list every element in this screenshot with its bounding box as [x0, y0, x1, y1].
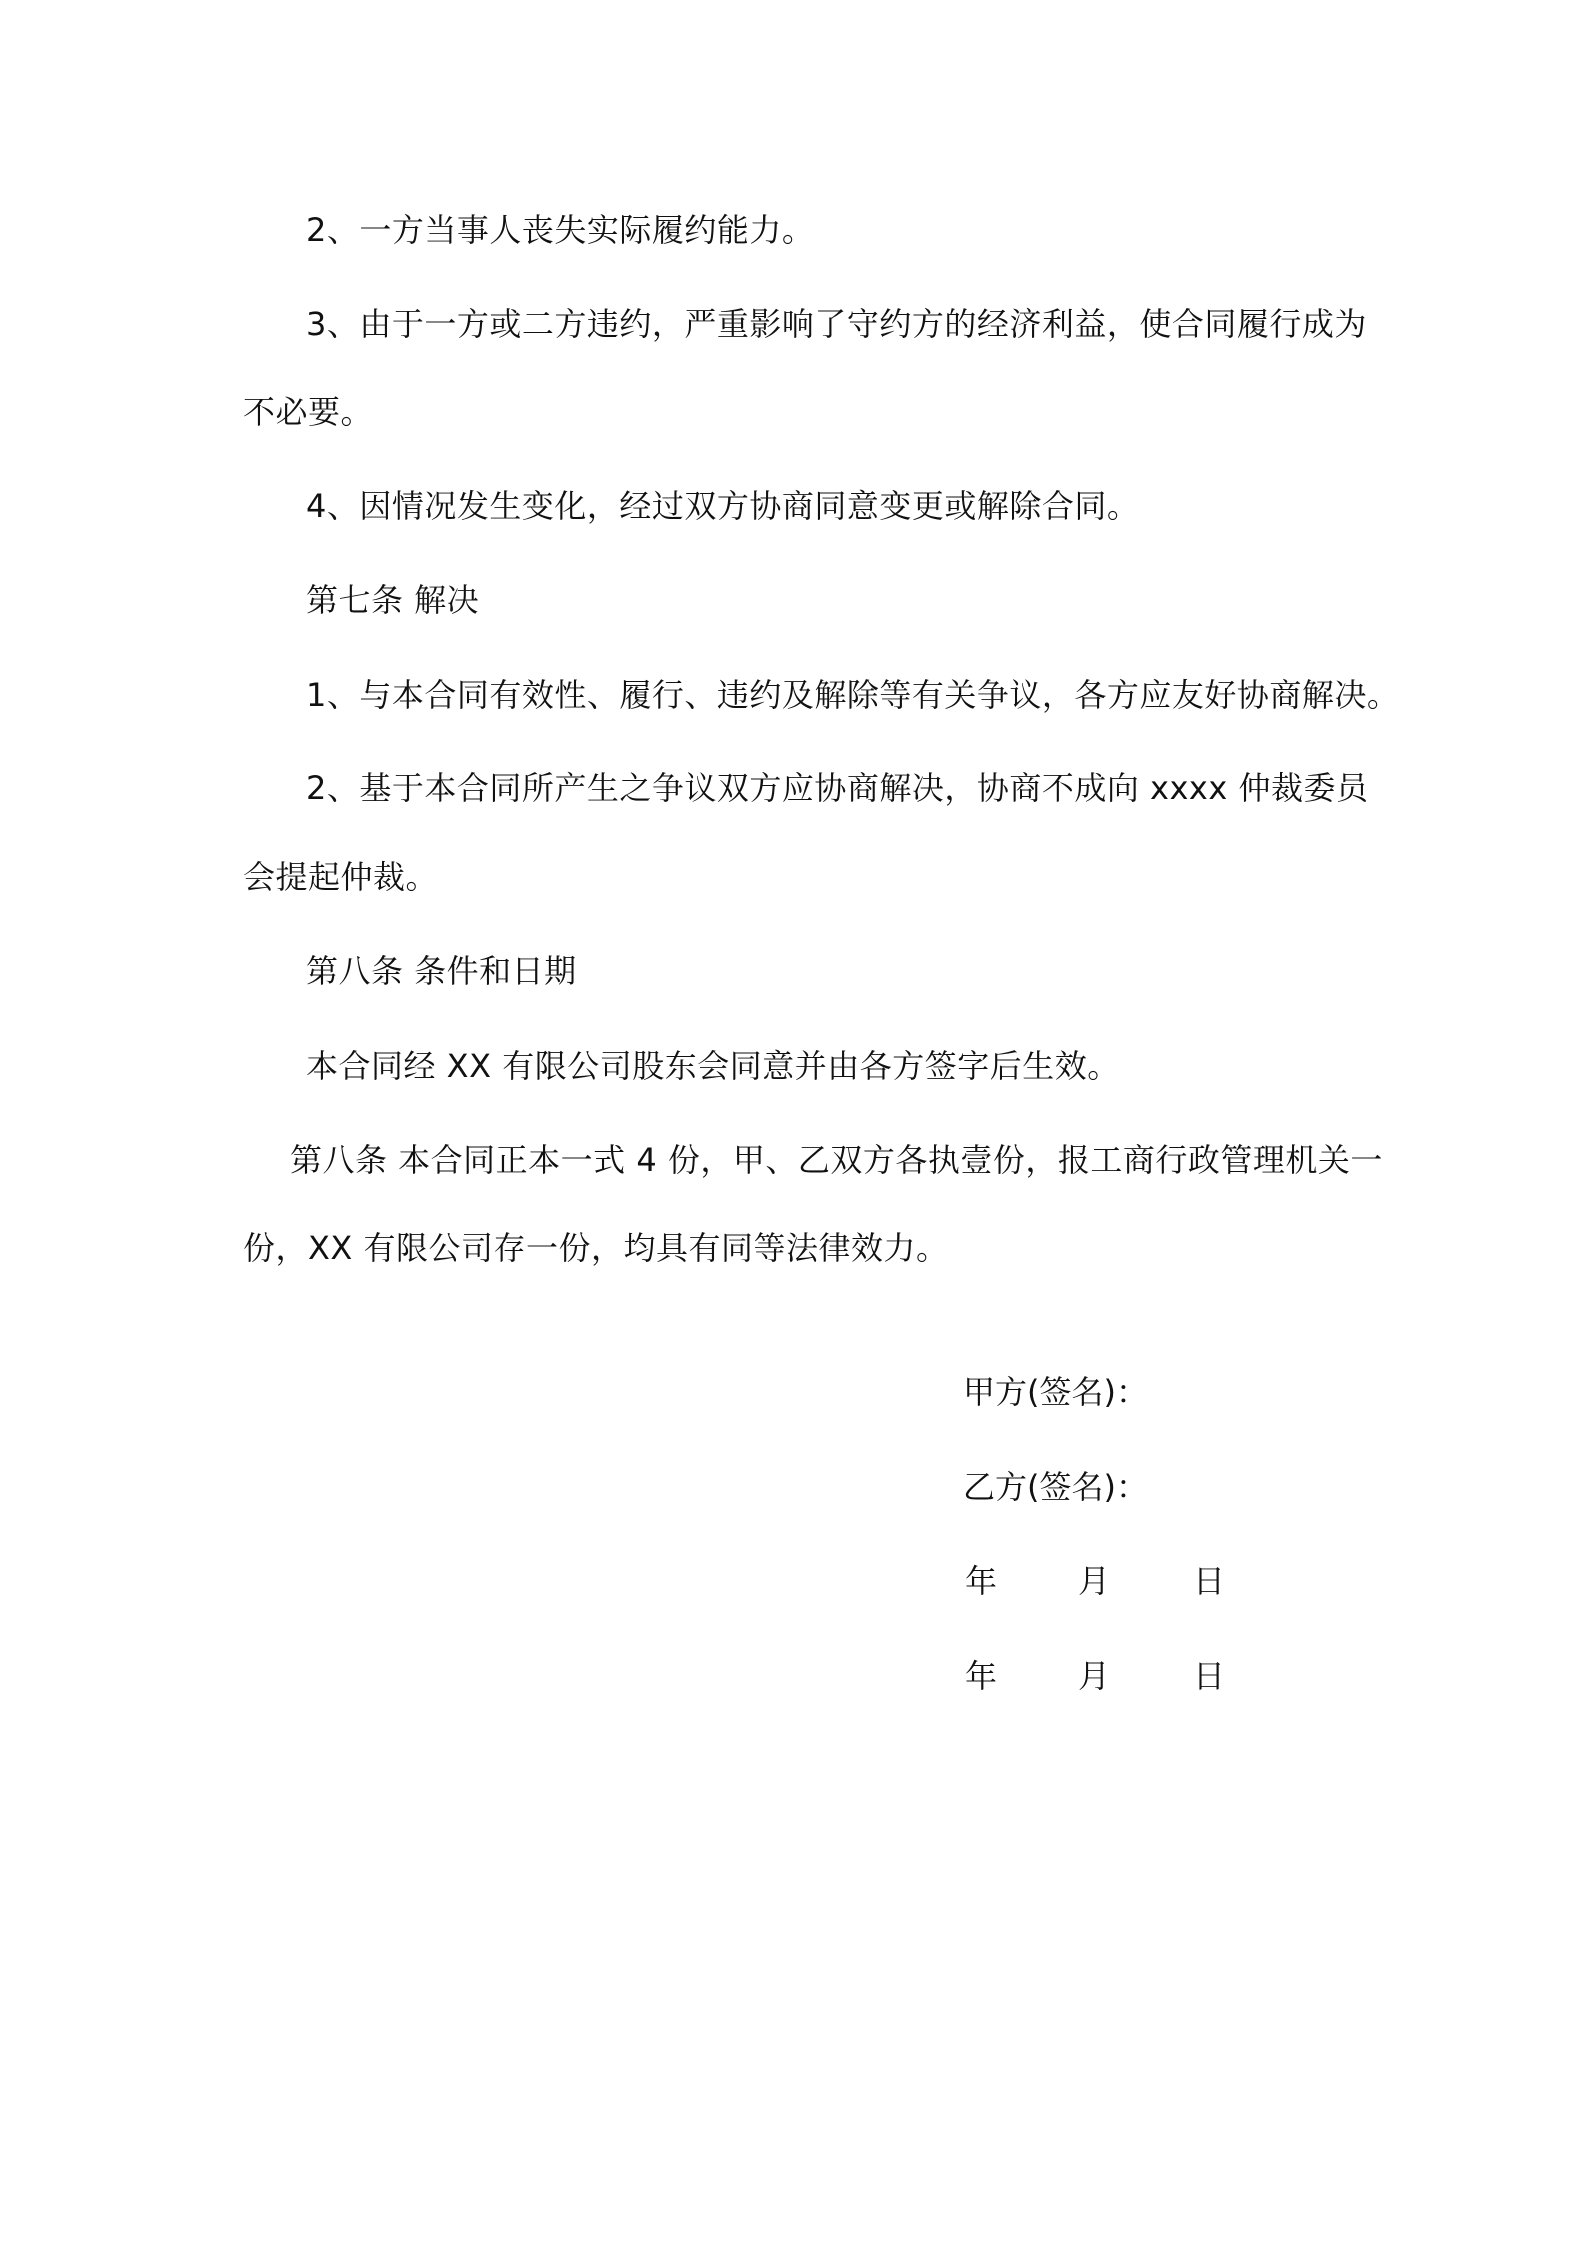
article-7-item-2-line1: 2、基于本合同所产生之争议双方应协商解决，协商不成向 xxxx 仲裁委员	[306, 769, 1369, 807]
date-day: 日	[1193, 1562, 1226, 1600]
date-year: 年	[965, 1562, 998, 1600]
date-row-2	[965, 1656, 1225, 1696]
date-month: 月	[1078, 1562, 1111, 1600]
article-8-title: 第八条 条件和日期	[306, 952, 577, 990]
clause-item-2: 2、一方当事人丧失实际履约能力。	[306, 211, 815, 249]
date-month: 月	[1078, 1657, 1111, 1695]
date-row-1	[965, 1561, 1225, 1601]
article-7-title: 第七条 解决	[306, 581, 480, 619]
article-7-item-1: 1、与本合同有效性、履行、违约及解除等有关争议，各方应友好协商解决。	[306, 676, 1400, 714]
party-a-signature-label: 甲方(签名)：	[963, 1373, 1148, 1411]
article-8-text: 本合同经 XX 有限公司股东会同意并由各方签字后生效。	[306, 1047, 1120, 1085]
article-8b-line2: 份，XX 有限公司存一份，均具有同等法律效力。	[243, 1229, 949, 1267]
article-8b-line1: 第八条 本合同正本一式 4 份，甲、乙双方各执壹份，报工商行政管理机关一	[290, 1141, 1383, 1179]
date-year: 年	[965, 1657, 998, 1695]
date-day: 日	[1193, 1657, 1226, 1695]
article-7-item-2-line2: 会提起仲裁。	[243, 858, 439, 896]
clause-item-3-line1: 3、由于一方或二方违约，严重影响了守约方的经济利益，使合同履行成为	[306, 305, 1367, 343]
party-b-signature-label: 乙方(签名)：	[963, 1468, 1148, 1506]
clause-item-4: 4、因情况发生变化，经过双方协商同意变更或解除合同。	[306, 487, 1140, 525]
clause-item-3-line2: 不必要。	[243, 393, 374, 431]
